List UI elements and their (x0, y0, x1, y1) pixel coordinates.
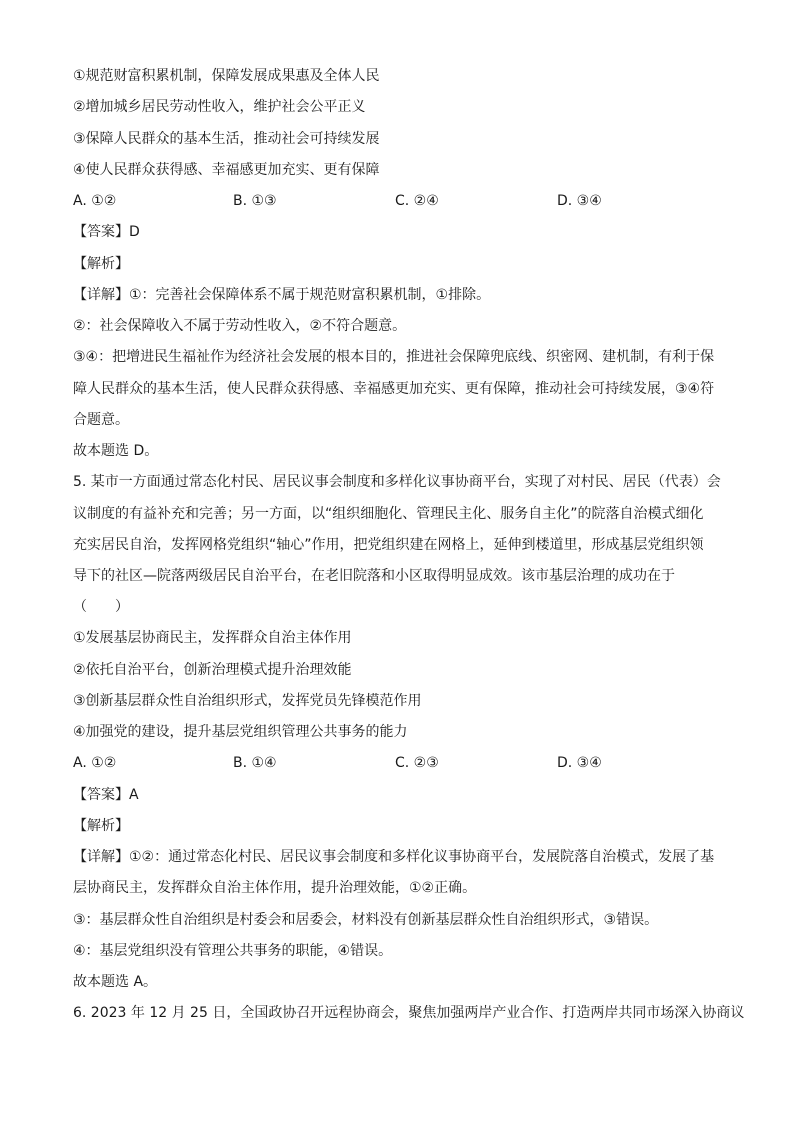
q4-option-2: ②增加城乡居民劳动性收入，维护社会公平正义 (73, 99, 366, 115)
q5-stem-line: 充实居民自治，发挥网格党组织“轴心”作用，把党组织建在网格上，延伸到楼道里，形成基层党组织领 (73, 537, 704, 553)
q5-explain-line: ④：基层党组织没有管理公共事务的职能，④错误。 (73, 943, 393, 959)
q5-choices (73, 753, 723, 773)
q5-analysis-label: 【解析】 (73, 818, 129, 834)
q5-stem-line: 5. 某市一方面通过常态化村民、居民议事会制度和多样化议事协商平台，实现了对村民、居民（代表）会 (73, 474, 721, 490)
q4-option-3: ③保障人民群众的基本生活，推动社会可持续发展 (73, 131, 380, 147)
q6-stem-line: 6. 2023 年 12 月 25 日，全国政协召开远程协商会，聚焦加强两岸产业合作、打造两岸共同市场深入协商议 (73, 1005, 745, 1021)
q5-answer: 【答案】A (73, 787, 139, 803)
q4-choice-c: C. ②④ (395, 193, 439, 209)
q5-answer-bracket: （ ） (73, 599, 129, 615)
q5-option-3: ③创新基层群众性自治组织形式，发挥党员先锋模范作用 (73, 693, 422, 709)
q5-choice-b: B. ①④ (233, 755, 277, 771)
q4-analysis-label: 【解析】 (73, 256, 129, 272)
q4-conclusion: 故本题选 D。 (73, 443, 159, 459)
q5-explain-line: 层协商民主，发挥群众自治主体作用，提升治理效能，①②正确。 (73, 880, 477, 896)
q4-choices (73, 191, 723, 211)
q5-option-2: ②依托自治平台，创新治理模式提升治理效能 (73, 662, 352, 678)
q4-explain-line: 【详解】①：完善社会保障体系不属于规范财富积累机制，①排除。 (73, 287, 491, 303)
q4-option-1: ①规范财富积累机制，保障发展成果惠及全体人民 (73, 68, 380, 84)
q5-option-1: ①发展基层协商民主，发挥群众自治主体作用 (73, 630, 352, 646)
q5-choice-c: C. ②③ (395, 755, 439, 771)
q5-choice-d: D. ③④ (557, 755, 602, 771)
q4-explain-line: ②：社会保障收入不属于劳动性收入，②不符合题意。 (73, 318, 407, 334)
q5-explain-line: 【详解】①②：通过常态化村民、居民议事会制度和多样化议事协商平台，发展院落自治模式，发展了基 (73, 849, 715, 865)
q4-option-4: ④使人民群众获得感、幸福感更加充实、更有保障 (73, 162, 380, 178)
q5-stem-line: 议制度的有益补充和完善；另一方面，以“组织细胞化、管理民主化、服务自主化”的院落自治模式细化 (73, 506, 704, 522)
q5-choice-a: A. ①② (73, 755, 117, 771)
q4-explain-line: 障人民群众的基本生活，使人民群众获得感、幸福感更加充实、更有保障，推动社会可持续发展，③④符 (73, 381, 715, 397)
q4-explain-line: 合题意。 (73, 412, 129, 428)
q4-explain-line: ③④：把增进民生福祉作为经济社会发展的根本目的，推进社会保障兜底线、织密网、建机制，有利于保 (73, 349, 715, 365)
q5-explain-line: ③：基层群众性自治组织是村委会和居委会，材料没有创新基层群众性自治组织形式，③错误。 (73, 912, 659, 928)
q4-answer: 【答案】D (73, 224, 140, 240)
q4-choice-a: A. ①② (73, 193, 117, 209)
q4-choice-b: B. ①③ (233, 193, 277, 209)
q5-option-4: ④加强党的建设，提升基层党组织管理公共事务的能力 (73, 724, 408, 740)
q5-conclusion: 故本题选 A。 (73, 974, 158, 990)
q5-stem-line: 导下的社区—院落两级居民自治平台，在老旧院落和小区取得明显成效。该市基层治理的成功在于 (73, 568, 675, 584)
q4-choice-d: D. ③④ (557, 193, 602, 209)
